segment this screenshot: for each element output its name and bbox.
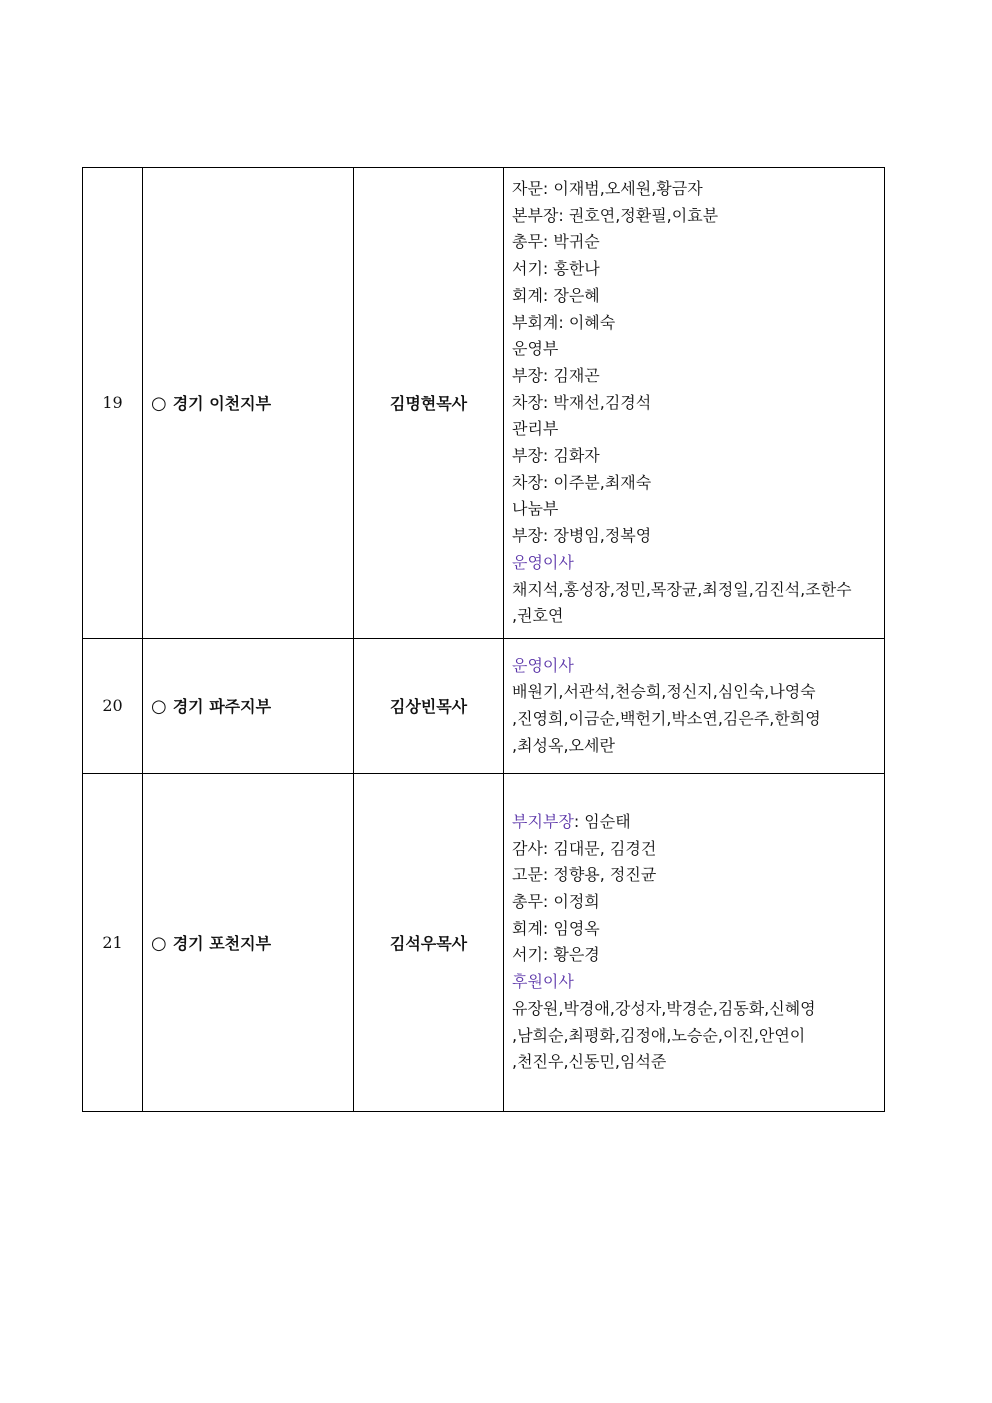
staff-line [512, 809, 876, 836]
board-members-line: ,최성옥,오세란 [512, 735, 615, 755]
sponsor-heading: 후원이사 [512, 972, 574, 992]
branch-name: 경기 이천지부 [172, 394, 272, 414]
staff-line: 부장: 김재곤 [512, 365, 600, 385]
circle-icon: ○ [151, 393, 167, 415]
board-members-line: 배원기,서관석,천승희,정신지,심인숙,나영숙 [512, 682, 816, 702]
branch-name-cell [143, 773, 354, 1111]
pastor-name: 김상빈목사 [354, 638, 504, 773]
board-members-line: ,권호연 [512, 606, 564, 626]
board-members-line: ,진영희,이금순,백헌기,박소연,김은주,한희영 [512, 708, 821, 728]
pastor-name: 김명현목사 [354, 168, 504, 639]
staff-line: 부장: 장병임,정복영 [512, 526, 652, 546]
staff-list [504, 638, 885, 773]
staff-line: 회계: 장은혜 [512, 285, 600, 305]
staff-list [504, 773, 885, 1111]
staff-list [504, 168, 885, 639]
vice-director-label: 부지부장 [512, 811, 574, 831]
branch-name-cell [143, 168, 354, 639]
pastor-name: 김석우목사 [354, 773, 504, 1111]
branch-roster-table [82, 167, 885, 1112]
staff-line: 서기: 홍한나 [512, 259, 600, 279]
sponsor-members-line: 유장원,박경애,강성자,박경순,김동화,신혜영 [512, 998, 816, 1018]
staff-line: 서기: 황은경 [512, 945, 600, 965]
vice-director-value: : 임순태 [573, 811, 631, 831]
staff-line: 본부장: 권호연,정환필,이효분 [512, 205, 719, 225]
board-heading: 운영이사 [512, 655, 574, 675]
staff-line: 자문: 이재범,오세원,황금자 [512, 179, 703, 198]
staff-line: 부회계: 이혜숙 [512, 312, 616, 332]
section-heading: 운영부 [512, 339, 559, 359]
sponsor-members-line: ,천진우,신동민,임석준 [512, 1052, 667, 1072]
table-row [83, 168, 885, 639]
table-row [83, 773, 885, 1111]
row-number: 21 [83, 773, 143, 1111]
staff-line: 부장: 김화자 [512, 446, 600, 466]
staff-line: 감사: 김대문, 김경건 [512, 838, 657, 858]
staff-line: 총무: 이정희 [512, 892, 600, 912]
board-heading: 운영이사 [512, 552, 574, 572]
row-number: 20 [83, 638, 143, 773]
sponsor-members-line: ,남희순,최평화,김정애,노승순,이진,안연이 [512, 1025, 806, 1045]
branch-name-cell [143, 638, 354, 773]
circle-icon: ○ [151, 696, 167, 718]
branch-name: 경기 파주지부 [172, 697, 272, 717]
branch-name: 경기 포천지부 [172, 933, 272, 953]
staff-line: 차장: 박재선,김경석 [512, 392, 652, 412]
staff-line: 차장: 이주분,최재숙 [512, 472, 652, 492]
section-heading: 관리부 [512, 419, 559, 439]
board-members-line: 채지석,홍성장,정민,목장균,최정일,김진석,조한수 [512, 579, 852, 599]
table-row [83, 638, 885, 773]
staff-line: 고문: 정향용, 정진균 [512, 865, 657, 885]
staff-line: 총무: 박귀순 [512, 232, 600, 252]
staff-line: 회계: 임영옥 [512, 918, 600, 938]
circle-icon: ○ [151, 932, 167, 954]
section-heading: 나눔부 [512, 499, 559, 519]
row-number: 19 [83, 168, 143, 639]
